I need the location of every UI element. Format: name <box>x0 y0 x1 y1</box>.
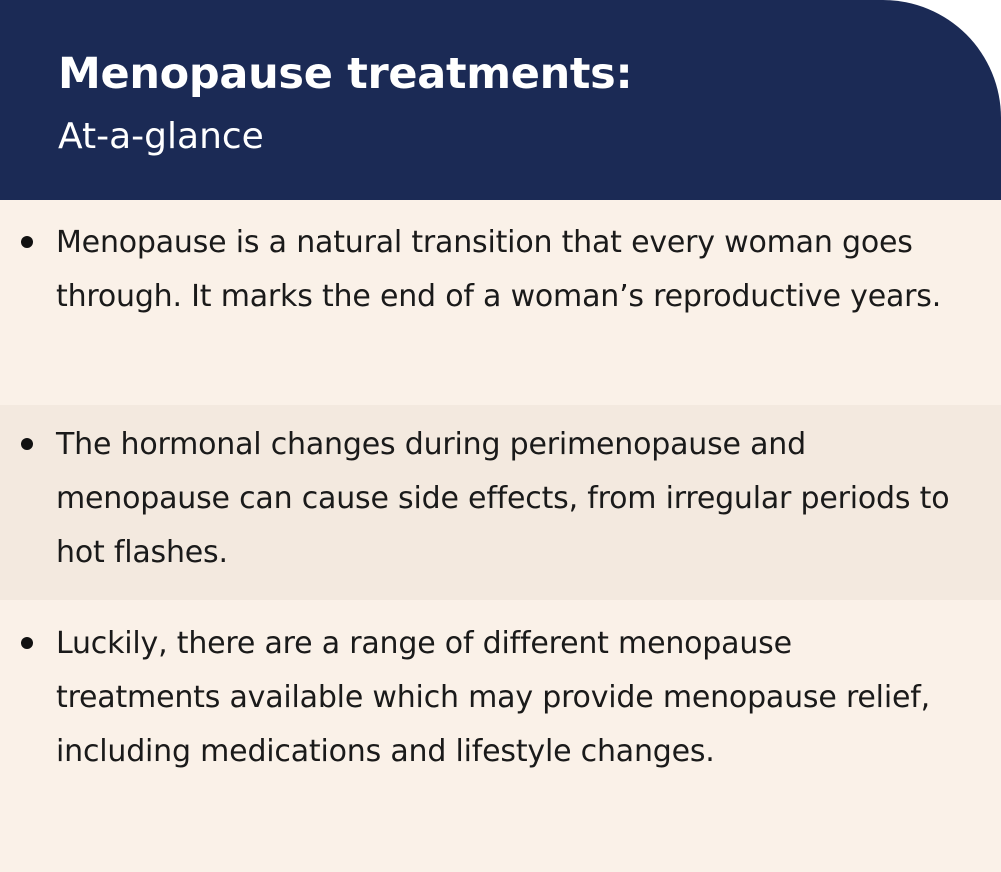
key-point-text: Luckily, there are a range of different menopause treatments available which may provide menopause relief, including medications and lifestyle changes. <box>56 626 930 769</box>
bullet-dot-icon <box>21 236 33 248</box>
card-subtitle: At-a-glance <box>58 116 264 157</box>
key-point-text: The hormonal changes during perimenopause and menopause can cause side effects, from irregular periods to hot flashes. <box>56 427 950 570</box>
key-point-item <box>0 405 1001 600</box>
key-point-text: Menopause is a natural transition that every woman goes through. It marks the end of a woman’s reproductive years. <box>56 225 942 314</box>
key-points-list <box>0 200 1001 872</box>
bullet-dot-icon <box>21 438 33 450</box>
card-header <box>0 0 1001 200</box>
bullet-dot-icon <box>21 637 33 649</box>
key-point-item <box>0 200 1001 405</box>
card-title: Menopause treatments: <box>58 49 633 99</box>
key-point-item <box>0 600 1001 872</box>
